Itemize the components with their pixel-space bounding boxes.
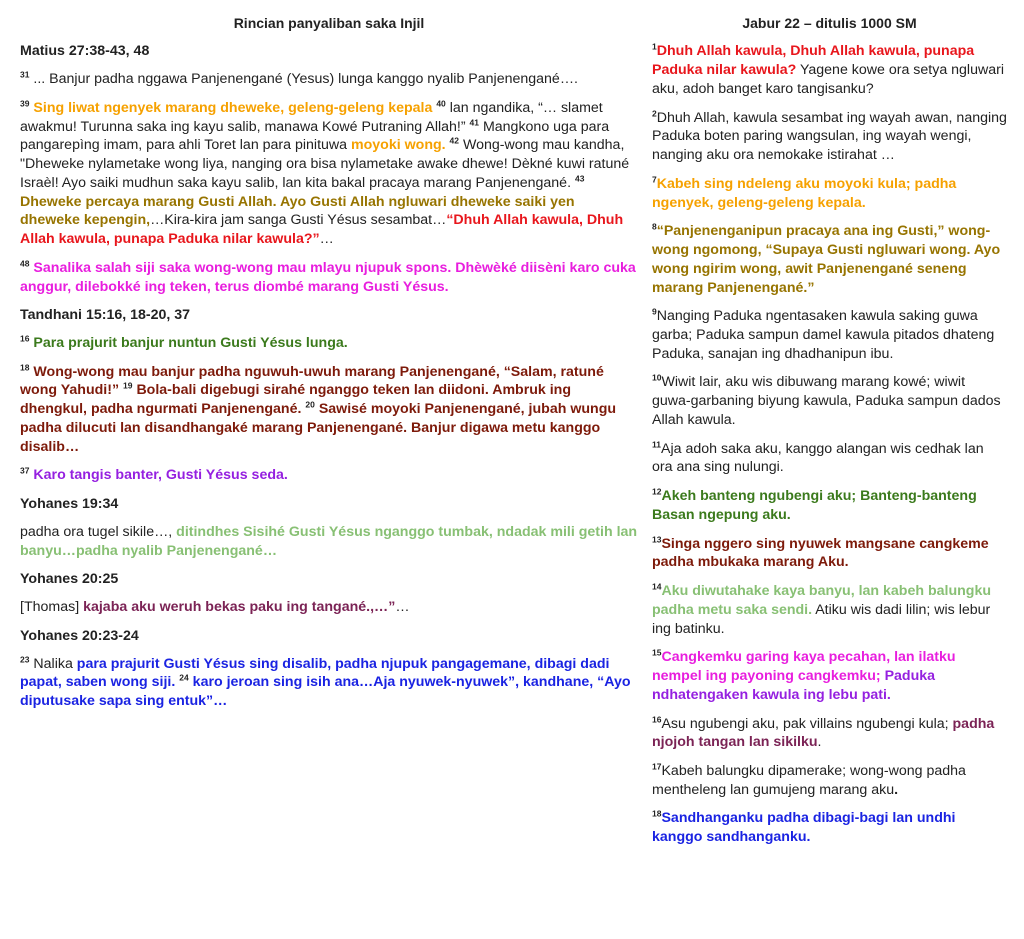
psalm-verse-14 (652, 582, 1007, 638)
verse-number: 18 (652, 808, 662, 819)
matthew-verse-48 (20, 259, 638, 296)
verse-number: 9 (652, 306, 657, 317)
highlight-mocking: Kabeh sing ndeleng aku moyoki kula; padha ngenyek, geleng-geleng kepala. (652, 175, 957, 211)
highlight-garments: Sandhanganku padha dibagi-bagi lan undhi kanggo sandhanganku. (652, 810, 956, 846)
psalm-verse-11 (652, 440, 1007, 477)
verse-number: 11 (652, 438, 661, 449)
highlight-trust: Dheweke percaya marang Gusti Allah. Ayo Gusti Allah ngluwari dheweke saiki yen dheweke kepengin, (20, 193, 575, 229)
psalm-verse-9 (652, 307, 1007, 363)
verse-number: 10 (652, 372, 662, 383)
verse-number: 13 (652, 533, 662, 544)
highlight-pierced-hands: padha njojoh tangan lan sikilku (652, 715, 995, 751)
highlight-poured-out: Aku diwutahake kaya banyu, lan kabeh balungku padha metu saka sendi. (652, 583, 992, 618)
highlight-forsaken: “Dhuh Allah kawula, Dhuh Allah kawula, punapa Paduka nilar kawula?” (20, 212, 624, 248)
psalm-verse-18 (652, 809, 1007, 846)
verse-number: 12 (652, 486, 662, 497)
verse-text: … (395, 599, 410, 616)
highlight-thirst: Cangkemku garing kaya pecahan, lan ilatku nempel ing payoning cangkemku; (652, 649, 956, 685)
verse-number: 18 (20, 362, 30, 373)
verse-number: 8 (652, 221, 657, 232)
verse-number: 43 (574, 173, 585, 184)
highlight-garments: para prajurit Gusti Yésus sing disalib, padha njupuk pangagemane, dibagi dadi papat, saben wong siji. (20, 655, 610, 691)
verse-text: Kabeh balungku dipamerake; wong-wong padha mentheleng lan gumujeng marang aku (652, 762, 966, 798)
gospel-column (20, 0, 638, 721)
verse-number: 19 (123, 380, 133, 391)
highlight-robe: Sawisé moyoki Panjenengané, jubah wungu padha dilucuti lan disandhangaké marang Panjenengané. Banjur digawa metu kanggo disalib… (20, 401, 617, 455)
verse-text: . (894, 781, 899, 798)
highlight-beaten: Bola-bali digebugi sirahé nganggo teken lan diidoni. Ambruk ing dhengkul, padha ngurmati Panjenengané. (20, 382, 572, 418)
highlight-vinegar: Sanalika salah siji saka wong-wong mau mlayu njupuk spons. Dhèwèké diisèni karo cuka anggur, dilebokké ing teken, terus diombé marang Gusti Yésus. (20, 259, 636, 295)
verse-text: Yagene kowe ora setya ngluwari aku, adoh banget karo tangisanku? (652, 62, 1004, 97)
verse-number: 1 (652, 41, 657, 52)
highlight-lions: Singa nggero sing nyuwek mangsane cangkeme padha mbukaka marang Aku. (652, 535, 989, 571)
psalm-verse-1 (652, 42, 1007, 98)
verse-number: 15 (652, 647, 662, 658)
highlight-dust-of-death: Paduka ndhatengaken kawula ing lebu pati. (652, 668, 936, 703)
psalm-verse-17 (652, 762, 1007, 799)
mark-verses-18-20 (20, 363, 638, 457)
verse-number: 2 (652, 107, 657, 118)
john-19-34-text (20, 523, 638, 560)
verse-text: Wong-wong mau kandha, "Dheweke nylametake wong liya, nanging ora bisa nylametake awake dhewe! Dèkné kuwi ratuné Israèl! Ayo saiki mudhun saka kayu salib, lan kita bakal pracaya marang Panjenengané. (20, 137, 630, 191)
verse-number: 39 (20, 98, 30, 109)
verse-text: lan ngandika, “… slamet awakmu! Turunna saka ing kayu salib, manawa Kowé Putraning Allah!” (20, 99, 603, 135)
verse-number: 20 (305, 399, 315, 410)
psalm-verse-2 (652, 109, 1007, 165)
matthew-verse-31 (20, 70, 638, 89)
gospel-column-title: Rincian panyaliban saka Injil (233, 15, 425, 31)
verse-text: Asu ngubengi aku, pak villains ngubengi kula; (661, 715, 949, 732)
highlight-soldiers: Para prajurit banjur nuntun Gusti Yésus lunga. (33, 335, 348, 352)
matthew-verses-39-43 (20, 99, 638, 249)
psalm-verse-15 (652, 648, 1007, 704)
john-19-34-heading: Yohanes 19:34 (20, 496, 119, 513)
verse-number: 17 (652, 761, 662, 772)
highlight-death: Karo tangis banter, Gusti Yésus seda. (33, 467, 288, 484)
john-20-25-heading: Yohanes 20:25 (20, 571, 119, 588)
verse-text: [Thomas] (20, 599, 84, 616)
psalm-verse-13 (652, 535, 1007, 572)
verse-number: 23 (20, 653, 30, 664)
verse-number: 48 (20, 258, 30, 269)
psalm-verse-8 (652, 222, 1007, 297)
psalm-column (652, 0, 1007, 857)
mark-verse-37 (20, 466, 638, 485)
highlight-mocking: Sing liwat ngenyek marang dheweke, geleng-geleng kepala (33, 99, 433, 116)
john-20-23-heading: Yohanes 20:23-24 (20, 627, 139, 644)
verse-text: Nalika (29, 655, 77, 672)
highlight-trust: “Panjenenganipun pracaya ana ing Gusti,” wong-wong ngomong, “Supaya Gusti ngluwari wong. Ayo wong ngirim wong, awit Panjenengané seneng marang Panjenengané.” (652, 223, 1001, 296)
psalm-verse-16 (652, 715, 1007, 752)
mark-verse-16 (20, 334, 638, 353)
verse-number: 31 (20, 69, 30, 80)
verse-text: Aja adoh saka aku, kanggo alangan wis cedhak lan ora ana sing nulungi. (652, 440, 984, 476)
highlight-pierced: ditindhes Sisihé Gusti Yésus nganggo tumbak, ndadak mili getih lan banyu…padha nyalib Panjenengané… (20, 523, 638, 559)
psalm-column-title: Jabur 22 – ditulis 1000 SM (742, 15, 917, 31)
verse-number: 41 (469, 116, 479, 127)
verse-number: 37 (20, 465, 30, 476)
psalm-verse-12 (652, 487, 1007, 524)
verse-text: Atiku wis dadi lilin; wis lebur ing batinku. (652, 601, 991, 637)
verse-text: ... Banjur padha nggawa Panjenengané (Yesus) lunga kanggo nyalib Panjenengané…. (29, 71, 578, 88)
verse-text: Nanging Paduka ngentasaken kawula saking guwa garba; Paduka sampun damel kawula pitados dhateng Paduka, sanajan ing dhadhanipun ibu. (652, 308, 995, 362)
highlight-forsaken: Dhuh Allah kawula, Dhuh Allah kawula, punapa Paduka nilar kawula? (652, 43, 975, 79)
verse-number: 24 (179, 672, 189, 683)
verse-text: …Kira-kira jam sanga Gusti Yésus sesambat… (150, 212, 447, 229)
psalm-verse-10 (652, 373, 1007, 429)
verse-number: 14 (652, 581, 662, 592)
psalm-verse-7 (652, 175, 1007, 212)
verse-number: 16 (20, 333, 30, 344)
verse-number: 40 (436, 98, 446, 109)
matthew-heading: Matius 27:38-43, 48 (20, 43, 150, 60)
highlight-lots: karo jeroan sing isih ana…Aja nyuwek-nyuwek”, kandhane, “Ayo diputusake sapa sing entuk”… (20, 674, 631, 710)
highlight-mocked: Wong-wong mau banjur padha nguwuh-uwuh marang Panjenengané, “Salam, ratuné wong Yahudi!” (20, 363, 604, 399)
verse-number: 42 (449, 135, 460, 146)
verse-number: 16 (652, 713, 662, 724)
verse-text: … (319, 231, 334, 248)
highlight-nails: kajaba aku weruh bekas paku ing tangané.,…” (83, 599, 396, 616)
verse-text: . (817, 734, 822, 751)
verse-text: Mangkono uga para pangarepìng imam, para ahli Toret lan para pinituwa (20, 118, 610, 154)
verse-number: 7 (652, 174, 657, 185)
john-20-25-text (20, 598, 638, 617)
verse-text: padha ora tugel sikile…, (20, 523, 173, 540)
mark-heading: Tandhani 15:16, 18-20, 37 (20, 307, 191, 324)
highlight-mocking-2: moyoki wong. (351, 137, 446, 154)
john-20-23-text (20, 655, 638, 711)
verse-text: Wiwit lair, aku wis dibuwang marang kowé; wiwit guwa-garbaning biyung kawula, Paduka sampun dados Allah kawula. (652, 374, 1001, 428)
verse-text: Dhuh Allah, kawula sesambat ing wayah awan, nanging Paduka boten paring wangsulan, ing wayah wengi, nanging aku ora nemokake istirahat … (652, 109, 1007, 164)
highlight-bulls: Akeh banteng ngubengi aku; Banteng-banteng Basan ngepung aku. (652, 488, 977, 523)
